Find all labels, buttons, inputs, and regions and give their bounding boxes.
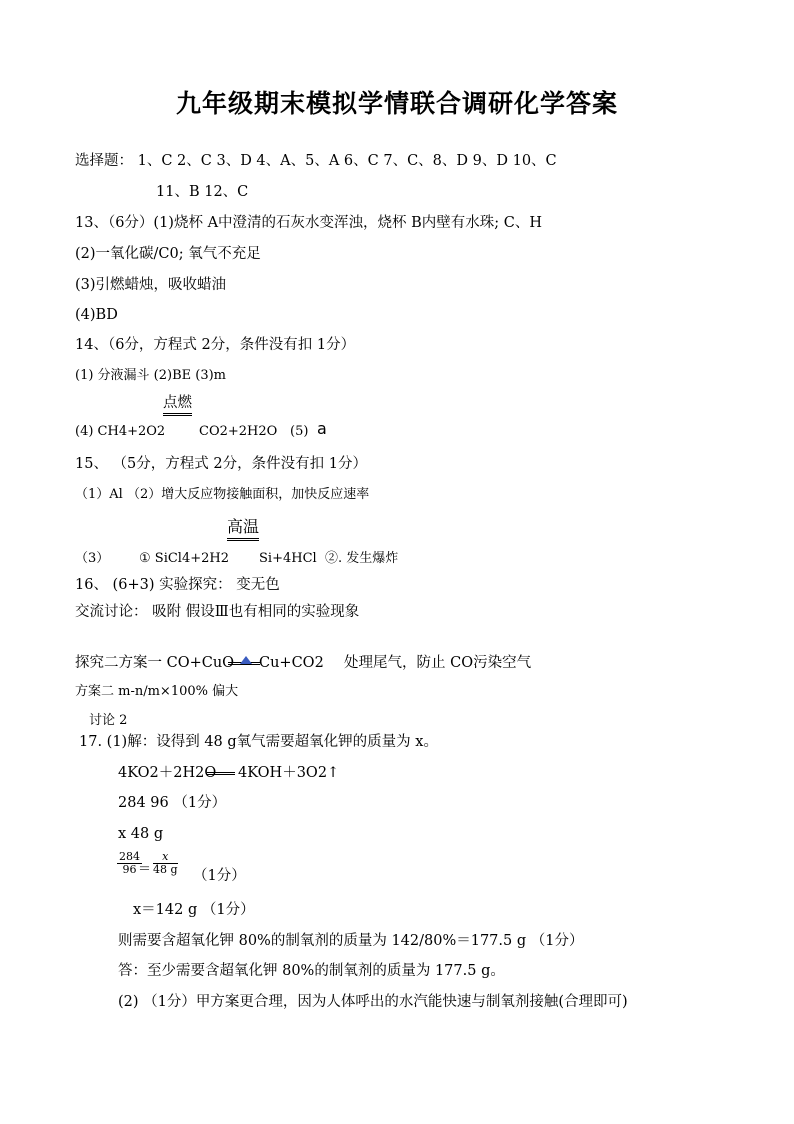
answer-line-q17-vars: x 48 g (118, 826, 164, 842)
answer-q15-3-2: ②. 发生爆炸 (325, 551, 399, 566)
equation-methane-right: CO2+2H2O (199, 424, 278, 439)
answer-line-q16-discuss: 讨论 2 (89, 713, 128, 728)
answer-q15-3-label: （3） (75, 551, 110, 566)
answer-line-q13-4: (4)BD (75, 307, 118, 323)
answer-line-q13: 13、（6分）(1)烧杯 A中澄清的石灰水变浑浊，烧杯 B内壁有水珠; C、H (75, 215, 543, 231)
answer-line-q17-2: (2) （1分）甲方案更合理，因为人体呼出的水汽能快速与制氧剂接触(合理即可) (118, 994, 628, 1010)
page-title: 九年级期末模拟学情联合调研化学答案 (175, 89, 618, 118)
equation-co-cuo-right: Cu+CO2 (259, 655, 324, 671)
answer-line-choice-2: 11、B 12、C (156, 184, 249, 200)
answer-line-q17-mass80: 则需要含超氧化钾 80%的制氧剂的质量为 142/80%＝177.5 g （1分） (118, 933, 584, 949)
equation-ko2-left: 4KO2＋2H2O (118, 765, 217, 781)
answer-line-q14-1: (1) 分液漏斗 (2)BE (3)m (75, 368, 227, 383)
answer-line-q17-answer: 答：至少需要含超氧化钾 80%的制氧剂的质量为 177.5 g。 (118, 963, 505, 979)
equation-silicon-right: Si+4HCl (259, 551, 317, 566)
answer-line-q17-mass: 284 96 （1分） (118, 795, 227, 811)
answer-line-q17-score: （1分） (193, 868, 246, 884)
equation-arrow-heat (227, 654, 261, 672)
answer-line-q16-plan1: 处理尾气，防止 CO污染空气 (344, 655, 532, 671)
condition-high-temp: 高温 (227, 514, 259, 541)
answer-q14-5-value: a (317, 419, 327, 438)
answer-line-q17-result: x＝142 g （1分） (133, 902, 255, 918)
condition-ignite: 点燃 (163, 391, 192, 416)
answer-line-q15: 15、 （5分，方程式 2分，条件没有扣 1分） (75, 456, 367, 472)
fraction-x-48g: $\frac{x}{48 g}$ (153, 850, 178, 876)
answer-line-q13-2: (2)一氧化碳/C0; 氧气不充足 (75, 246, 261, 262)
answer-line-q17: 17. (1)解：设得到 48 g氧气需要超氧化钾的质量为 x。 (79, 734, 438, 750)
answer-q14-5-label: (5) (290, 424, 309, 439)
fraction-284-96: $\frac{284}{96}$ (119, 850, 140, 876)
equation-double-line (206, 764, 236, 782)
answer-line-q14: 14、（6分，方程式 2分，条件没有扣 1分） (75, 337, 356, 353)
equation-methane-left: (4) CH4+2O2 (75, 424, 166, 439)
equation-silicon-left: ① SiCl4+2H2 (139, 551, 229, 566)
equation-ko2-right: 4KOH＋3O2↑ (238, 765, 340, 781)
answer-line-q16-discussion: 交流讨论： 吸附 假设Ⅲ也有相同的实验现象 (75, 604, 360, 620)
answer-line-q16: 16、 (6+3) 实验探究： 变无色 (75, 577, 280, 593)
answer-line-q13-3: (3)引燃蜡烛，吸收蜡油 (75, 277, 227, 293)
answer-line-choice-1: 选择题： 1、C 2、C 3、D 4、A、5、A 6、C 7、C、8、D 9、D 10、C (75, 153, 557, 169)
answer-line-q16-plan2: 方案二 m-n/m×100% 偏大 (75, 684, 239, 699)
equation-co-cuo-left: 探究二方案一 CO+CuO (75, 655, 235, 671)
fraction-equals: ＝ (138, 862, 152, 877)
answer-line-q15-1: （1）Al （2）增大反应物接触面积，加快反应速率 (75, 487, 370, 502)
